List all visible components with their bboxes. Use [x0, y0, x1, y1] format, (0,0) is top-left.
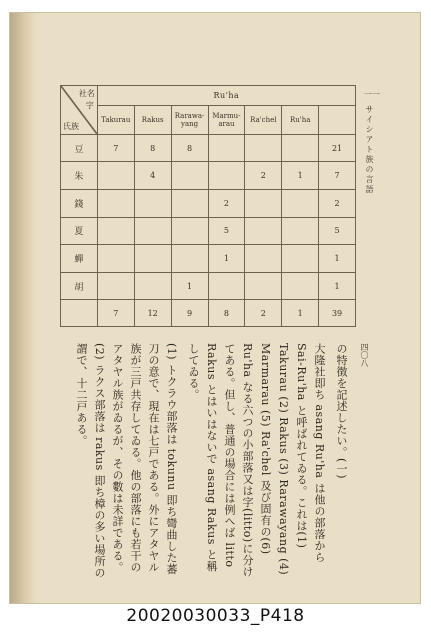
column-header: Rarawa-yang [171, 106, 208, 135]
table-cell [97, 272, 134, 300]
totals-label [61, 300, 98, 327]
corner-top-label: 社名 [78, 89, 95, 98]
totals-row [61, 300, 356, 327]
table-cell: 1 [171, 272, 208, 300]
table-cell [208, 272, 245, 300]
corner-bottom-label: 氏族 [63, 121, 79, 131]
table-cell: 21 [319, 134, 356, 162]
image-caption: 20020030033_P418 [126, 606, 305, 626]
table-cell [134, 272, 171, 300]
table-row [61, 272, 356, 300]
section-number: 一一 [364, 90, 380, 99]
total-cell: 9 [171, 300, 208, 327]
table-cell [97, 190, 134, 218]
paragraph: (1) トクラウ部落は tokunu 即ち彎曲した蕃刀の意で、現在は七戸である。外にアタヤル族が三戸共存してゐる。他の部落にも若干のアタヤル族がゐるが、その數は未詳である。(2) ラクス部落は rakus 即ち樟の多い場所の謂で、十二戸ある。 [75, 343, 178, 579]
clan-table [60, 85, 356, 327]
table-cell: 7 [319, 162, 356, 190]
group-header: Ru'ha [97, 86, 355, 106]
table-cell [171, 217, 208, 245]
running-title: サイシアト族の言語 [365, 105, 374, 195]
total-cell: 7 [97, 300, 134, 327]
total-cell: 8 [208, 300, 245, 327]
row-label: 夏 [61, 217, 98, 245]
total-cell: 1 [282, 300, 319, 327]
total-cell: 39 [319, 300, 356, 327]
column-header: Ru'ha [282, 106, 319, 135]
table-row [61, 190, 356, 218]
column-header: Marmu-arau [208, 106, 245, 135]
row-label: 錢 [61, 190, 98, 218]
row-label: 朱 [61, 162, 98, 190]
table-cell [134, 217, 171, 245]
corner-mid-label: 字 [85, 101, 94, 110]
column-header: Rakus [134, 106, 171, 135]
page-spine [10, 13, 36, 603]
table-cell: 1 [319, 245, 356, 273]
total-cell: 2 [245, 300, 282, 327]
page-number: 四〇八 [360, 343, 369, 367]
table-cell: 8 [134, 134, 171, 162]
table-cell [171, 245, 208, 273]
table-row [61, 162, 356, 190]
table-cell [245, 272, 282, 300]
row-label: 胡 [61, 272, 98, 300]
table-cell [282, 272, 319, 300]
table-cell: 5 [208, 217, 245, 245]
table-cell: 2 [245, 162, 282, 190]
table-cell: 8 [171, 134, 208, 162]
table-cell [245, 245, 282, 273]
table-cell [282, 190, 319, 218]
table-row [61, 217, 356, 245]
table-cell: 2 [319, 190, 356, 218]
table-row [61, 245, 356, 273]
table-row [61, 134, 356, 162]
column-header [319, 106, 356, 135]
table-cell [245, 134, 282, 162]
body-text [70, 343, 350, 583]
table-cell [97, 162, 134, 190]
table-cell [134, 245, 171, 273]
paragraph: の特徴を記述したい。(一) [335, 343, 348, 480]
table-cell [282, 245, 319, 273]
table-cell [97, 245, 134, 273]
table-corner [61, 86, 98, 135]
table-cell [245, 217, 282, 245]
table-cell: 1 [319, 272, 356, 300]
table-cell [171, 162, 208, 190]
paragraph: 大隆社即ち asang Ru'ha は他の部落から Sai-Ru'ha と呼ばれてゐる。これは(1) Takurau (2) Rakus (3) Rarawayang (4) Marmarau (5) Ra'chel 及び固有の(6) Ru'ha なる六つの小部落又は字(litto)に分けてある。但し、普通の場合には例へば litto Rakus とはいはないで asang Rakus と稱してゐる。 [187, 343, 326, 578]
row-label: 蟬 [61, 245, 98, 273]
table-cell: 1 [208, 245, 245, 273]
table-cell: 4 [134, 162, 171, 190]
table-cell [208, 134, 245, 162]
table-cell [97, 217, 134, 245]
table-cell [245, 190, 282, 218]
total-cell: 12 [134, 300, 171, 327]
table-cell: 5 [319, 217, 356, 245]
column-header: Takurau [97, 106, 134, 135]
table-cell: 2 [208, 190, 245, 218]
table-cell [134, 190, 171, 218]
table-cell: 1 [282, 162, 319, 190]
document-page [9, 12, 421, 604]
table-cell [171, 190, 208, 218]
table-cell [282, 217, 319, 245]
table-cell [282, 134, 319, 162]
column-header: Ra'chel [245, 106, 282, 135]
table-cell: 7 [97, 134, 134, 162]
table-cell [208, 162, 245, 190]
row-label: 豆 [61, 134, 98, 162]
